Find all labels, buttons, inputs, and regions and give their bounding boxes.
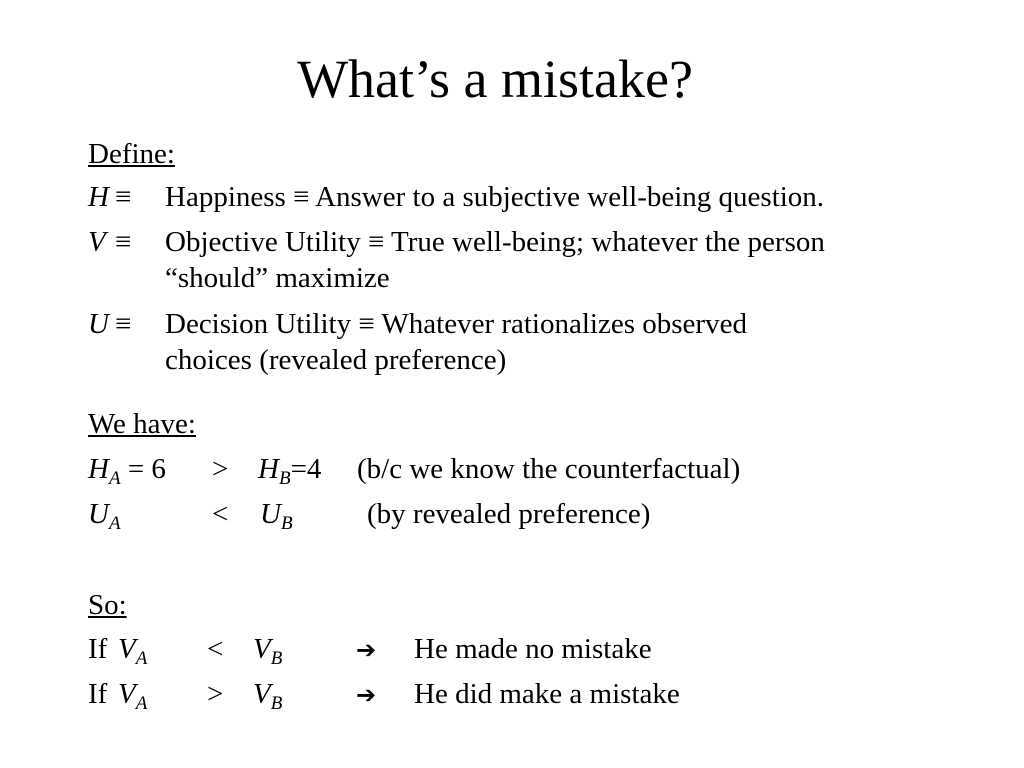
definition-symbol: H <box>88 181 109 213</box>
implies-arrow-icon: ➔ <box>356 636 377 664</box>
definition-symbol: V <box>88 226 106 258</box>
definition-text: Objective Utility ≡ True well-being; whatever the person <box>165 226 825 258</box>
result-text: He made no mistake <box>414 633 652 665</box>
expr-rhs: $V_B$ <box>253 678 283 714</box>
condition-prefix: If <box>88 633 108 665</box>
expr-note: (b/c we know the counterfactual) <box>357 453 741 485</box>
comparison-operator: < <box>207 633 224 665</box>
expr-lhs: $H_A = 6$ <box>88 453 166 489</box>
condition-prefix: If <box>88 678 108 710</box>
we-have-heading: We have: <box>88 408 196 440</box>
definition-equiv: ≡ <box>115 308 132 340</box>
definition-text-continued: choices (revealed preference) <box>165 344 507 376</box>
definition-equiv: ≡ <box>115 181 132 213</box>
expr-rhs: $H_B=4$ <box>258 453 322 489</box>
define-heading: Define: <box>88 138 175 170</box>
expr-lhs: $U_A$ <box>88 498 121 534</box>
implies-arrow-icon: ➔ <box>356 681 377 709</box>
comparison-operator: > <box>212 453 229 485</box>
comparison-operator: < <box>212 498 229 530</box>
expr-note: (by revealed preference) <box>367 498 651 530</box>
expr-rhs: $U_B$ <box>260 498 293 534</box>
expr-lhs: $V_A$ <box>118 678 148 714</box>
expr-lhs: $V_A$ <box>118 633 148 669</box>
definition-text: Happiness ≡ Answer to a subjective well-being question. <box>165 181 825 213</box>
definition-symbol: U <box>88 308 109 340</box>
slide-title: What’s a mistake? <box>297 49 693 109</box>
result-text: He did make a mistake <box>414 678 680 710</box>
comparison-operator: > <box>207 678 224 710</box>
so-heading: So: <box>88 589 127 621</box>
definition-text: Decision Utility ≡ Whatever rationalizes observed <box>165 308 747 340</box>
definition-text-continued: “should” maximize <box>165 262 390 294</box>
expr-rhs: $V_B$ <box>253 633 283 669</box>
definition-equiv: ≡ <box>115 226 132 258</box>
